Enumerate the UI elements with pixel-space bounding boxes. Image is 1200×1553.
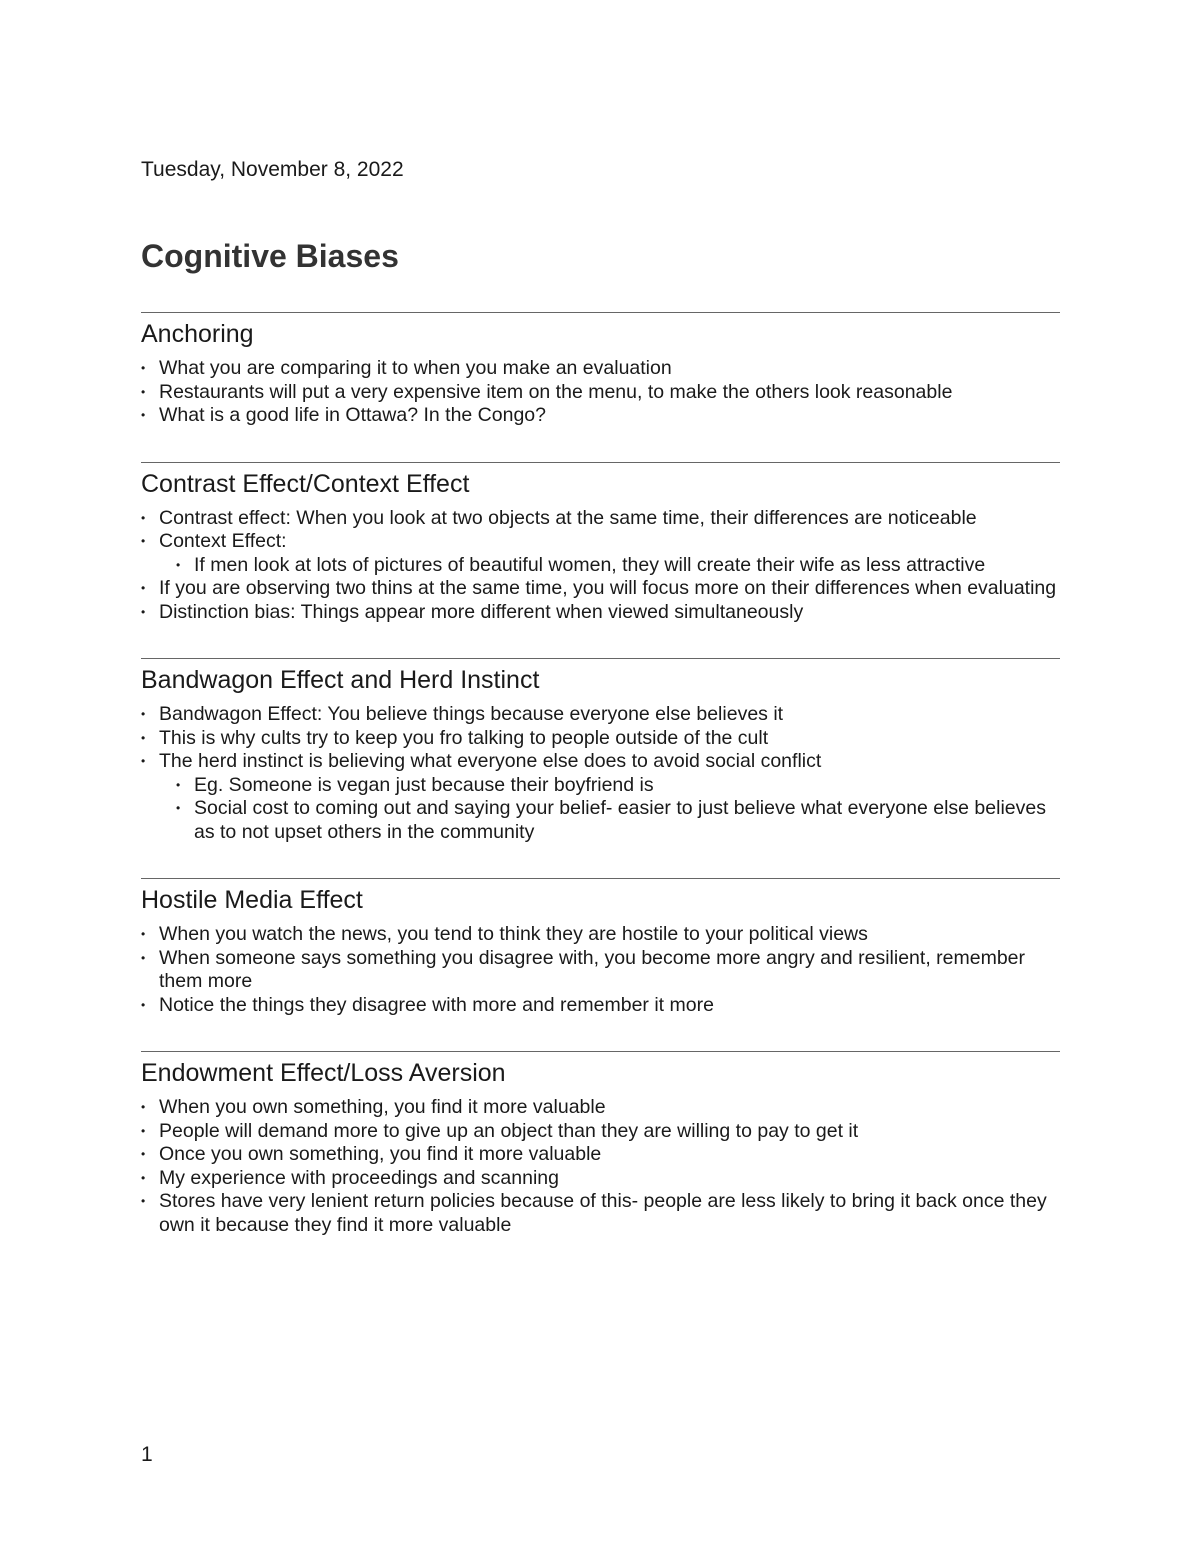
section-heading: Contrast Effect/Context Effect: [141, 469, 470, 498]
list-item: [141, 727, 1060, 751]
sub-bullet-list: [159, 774, 1060, 845]
list-item: [141, 381, 1060, 405]
bullet-icon: •: [141, 384, 146, 399]
bullet-icon: •: [141, 581, 146, 595]
bullet-icon: •: [141, 1194, 146, 1208]
document-date: Tuesday, November 8, 2022: [141, 158, 404, 181]
bullet-icon: •: [141, 707, 146, 721]
page-title: Cognitive Biases: [141, 238, 399, 274]
bullet-icon: •: [141, 361, 146, 375]
list-item-text: Context Effect:: [159, 530, 287, 552]
list-item: [141, 577, 1060, 601]
list-item: [141, 947, 1060, 994]
list-item-text: Bandwagon Effect: You believe things because everyone else believes it: [159, 703, 784, 725]
bullet-icon: •: [176, 557, 181, 572]
section-heading: Endowment Effect/Loss Aversion: [141, 1059, 506, 1087]
list-item: [141, 750, 1060, 844]
list-item-text: Notice the things they disagree with more and remember it more: [159, 993, 714, 1016]
bullet-list: [141, 357, 1060, 428]
bullet-icon: •: [176, 801, 181, 815]
bullet-list: [141, 923, 1060, 1017]
list-item: [141, 1120, 1060, 1144]
list-item: [141, 530, 1060, 577]
list-item: [176, 774, 1060, 798]
section: [141, 1051, 1060, 1237]
list-item-text: The herd instinct is believing what everyone else does to avoid social conflict: [159, 750, 822, 772]
list-item: [141, 1096, 1060, 1120]
list-item: [141, 507, 1060, 531]
bullet-icon: •: [141, 997, 146, 1012]
list-item: [141, 923, 1060, 947]
list-item-text: Stores have very lenient return policies because of this- people are less likely to bring it back once they own it because they find it more valuable: [159, 1190, 1047, 1236]
list-item-text: Distinction bias: Things appear more different when viewed simultaneously: [159, 600, 804, 623]
list-item-text: Restaurants will put a very expensive item on the menu, to make the others look reasonable: [159, 380, 953, 403]
list-item-text: If men look at lots of pictures of beautiful women, they will create their wife as less attractive: [194, 553, 986, 576]
list-item: [176, 797, 1060, 844]
bullet-icon: •: [141, 1100, 146, 1114]
section-heading: Anchoring: [141, 320, 254, 348]
list-item: [141, 703, 1060, 727]
bullet-icon: •: [141, 1147, 146, 1161]
section: [141, 312, 1060, 428]
section: [141, 658, 1060, 844]
list-item-text: When someone says something you disagree with, you become more angry and resilient, remember them more: [159, 946, 1026, 992]
bullet-list: [141, 507, 1060, 625]
list-item: [141, 1143, 1060, 1167]
list-item: [141, 1167, 1060, 1191]
bullet-icon: •: [141, 1123, 146, 1138]
list-item-text: If you are observing two thins at the same time, you will focus more on their differences when evaluating: [159, 577, 1057, 599]
bullet-icon: •: [141, 604, 146, 619]
bullet-icon: •: [141, 1170, 146, 1185]
list-item: [141, 994, 1060, 1018]
section-heading: Bandwagon Effect and Herd Instinct: [141, 666, 540, 694]
bullet-icon: •: [141, 730, 146, 745]
bullet-icon: •: [141, 754, 146, 768]
bullet-icon: •: [141, 927, 146, 941]
list-item-text: This is why cults try to keep you fro talking to people outside of the cult: [159, 726, 769, 749]
list-item-text: My experience with proceedings and scanning: [159, 1166, 559, 1189]
bullet-icon: •: [176, 777, 181, 792]
list-item: [141, 1190, 1060, 1237]
section: [141, 878, 1060, 1017]
list-item-text: Contrast effect: When you look at two objects at the same time, their differences are noticeable: [159, 506, 977, 529]
sub-bullet-list: [159, 554, 1060, 578]
bullet-icon: •: [141, 534, 146, 548]
list-item-text: What is a good life in Ottawa? In the Congo?: [159, 404, 546, 426]
sections-container: [141, 312, 1060, 1237]
bullet-icon: •: [141, 950, 146, 965]
list-item: [141, 357, 1060, 381]
bullet-icon: •: [141, 408, 146, 422]
list-item-text: Social cost to coming out and saying your belief- easier to just believe what everyone else believes as to not upset others in the community: [194, 797, 1046, 843]
bullet-list: [141, 1096, 1060, 1237]
section-heading: Hostile Media Effect: [141, 886, 363, 914]
list-item-text: When you watch the news, you tend to think they are hostile to your political views: [159, 923, 868, 945]
page-number: 1: [141, 1443, 153, 1466]
bullet-icon: •: [141, 510, 146, 525]
list-item-text: What you are comparing it to when you make an evaluation: [159, 357, 672, 379]
list-item: [141, 601, 1060, 625]
list-item-text: When you own something, you find it more valuable: [159, 1096, 606, 1118]
list-item-text: Eg. Someone is vegan just because their boyfriend is: [194, 773, 654, 796]
bullet-list: [141, 703, 1060, 844]
list-item-text: People will demand more to give up an object than they are willing to pay to get it: [159, 1119, 859, 1142]
list-item: [141, 404, 1060, 428]
list-item-text: Once you own something, you find it more valuable: [159, 1143, 602, 1165]
list-item: [176, 554, 1060, 578]
section: [141, 462, 1060, 625]
